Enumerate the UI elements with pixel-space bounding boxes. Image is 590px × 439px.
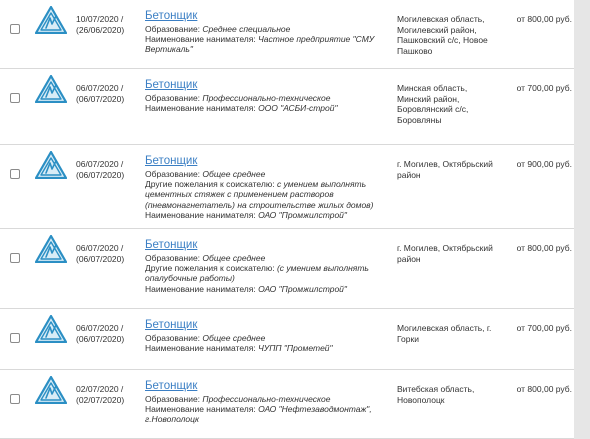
updated-date-value: (26/06/2020)	[76, 24, 125, 35]
employer-line	[145, 284, 385, 294]
education-line	[145, 253, 385, 263]
salary-value: от 800,00 руб.	[516, 14, 572, 24]
vacancy-title-link[interactable]: Бетонщик	[145, 380, 198, 392]
vacancy-region	[397, 384, 507, 405]
vacancy-description	[145, 169, 385, 220]
education-label: Образование:	[145, 24, 203, 34]
employer-value: ОАО "Промжилстрой"	[258, 283, 347, 294]
posted-date-value: 06/07/2020 /	[76, 243, 124, 253]
employer-line	[145, 44, 385, 54]
vacancy-title-link[interactable]: Бетонщик	[145, 319, 198, 331]
education-line	[145, 333, 385, 343]
wishes-label: Другие пожелания к соискателю:	[145, 179, 277, 190]
vacancy-description	[145, 253, 385, 294]
region-line: Минский район,	[397, 93, 460, 104]
wishes-label: Другие пожелания к соискателю:	[145, 263, 277, 274]
employer-value: ОАО "Нефтезаводмонтаж",	[258, 404, 372, 415]
region-line: г. Могилев, Октябрьский	[397, 159, 493, 169]
row-checkbox[interactable]	[10, 93, 20, 103]
wishes-line	[145, 273, 385, 283]
region-line: Пашковский с/с, Новое	[397, 35, 488, 45]
region-line: Минская область,	[397, 83, 468, 93]
employer-line	[145, 210, 385, 220]
employer-value: Частное предприятие "СМУ	[258, 34, 375, 45]
employer-value: Вертикаль"	[145, 44, 193, 55]
employer-label: Наименование нанимателя:	[145, 343, 259, 354]
education-label: Образование:	[145, 253, 203, 263]
wishes-value: опалубочные работы)	[145, 273, 235, 284]
education-value: Общее среднее	[202, 253, 266, 263]
row-checkbox[interactable]	[10, 253, 20, 263]
row-checkbox[interactable]	[10, 24, 20, 34]
region-line: Витебская область,	[397, 384, 475, 394]
vacancy-description	[145, 394, 385, 425]
education-line	[145, 169, 385, 179]
employer-line	[145, 414, 385, 424]
employer-value: ОАО "Промжилстрой"	[258, 209, 347, 220]
employer-logo-icon	[35, 151, 67, 179]
row-checkbox[interactable]	[10, 169, 20, 179]
updated-date-value: (02/07/2020)	[76, 394, 125, 405]
education-value: Общее среднее	[202, 333, 266, 343]
salary-value: от 700,00 руб.	[516, 323, 572, 333]
region-line: Боровляны	[397, 114, 442, 125]
region-line: район	[397, 169, 421, 180]
wishes-line	[145, 200, 385, 210]
updated-date-value: (06/07/2020)	[76, 333, 125, 344]
vacancy-description	[145, 93, 385, 113]
employer-value: ООО "АСБИ-строй"	[258, 103, 338, 114]
region-line: Пашково	[397, 45, 433, 56]
posted-date	[76, 83, 134, 104]
employer-logo-icon	[35, 75, 67, 103]
education-label: Образование:	[145, 93, 203, 103]
vacancy-row	[0, 145, 574, 229]
wishes-value: цементных стяжек с применением растворов	[145, 189, 334, 200]
education-line	[145, 394, 385, 404]
salary-value: от 800,00 руб.	[516, 243, 572, 253]
salary-value: от 800,00 руб.	[516, 384, 572, 394]
employer-line	[145, 404, 385, 414]
salary-value: от 700,00 руб.	[516, 83, 572, 93]
region-line: район	[397, 253, 421, 264]
wishes-line	[145, 189, 385, 199]
employer-line	[145, 34, 385, 44]
region-line: Могилевский район,	[397, 24, 477, 35]
wishes-line	[145, 179, 385, 189]
posted-date	[76, 384, 134, 405]
employer-logo-icon	[35, 315, 67, 343]
updated-date-value: (06/07/2020)	[76, 253, 125, 264]
posted-date-value: 10/07/2020 /	[76, 14, 124, 24]
education-value: Среднее специальное	[202, 24, 291, 34]
vacancy-title-link[interactable]: Бетонщик	[145, 79, 198, 91]
row-checkbox[interactable]	[10, 333, 20, 343]
posted-date	[76, 243, 134, 264]
posted-date-value: 02/07/2020 /	[76, 384, 124, 394]
vacancy-title-link[interactable]: Бетонщик	[145, 155, 198, 167]
employer-line	[145, 103, 385, 113]
row-checkbox[interactable]	[10, 394, 20, 404]
vacancy-row	[0, 370, 574, 439]
employer-value: ЧУПП "Прометей"	[258, 343, 333, 354]
vacancy-title-link[interactable]: Бетонщик	[145, 239, 198, 251]
vacancy-region	[397, 323, 507, 344]
posted-date	[76, 323, 134, 344]
region-line: Горки	[397, 333, 419, 344]
updated-date-value: (06/07/2020)	[76, 93, 125, 104]
vacancy-description	[145, 24, 385, 55]
employer-value: г.Новополоцк	[145, 414, 200, 425]
vacancy-row	[0, 309, 574, 370]
posted-date	[76, 159, 134, 180]
employer-logo-icon	[35, 235, 67, 263]
employer-label: Наименование нанимателя:	[145, 283, 259, 294]
employer-label: Наименование нанимателя:	[145, 209, 259, 220]
education-label: Образование:	[145, 169, 203, 179]
employer-label: Наименование нанимателя:	[145, 404, 259, 415]
vacancy-region	[397, 14, 507, 56]
posted-date-value: 06/07/2020 /	[76, 83, 124, 93]
posted-date	[76, 14, 134, 35]
wishes-line	[145, 263, 385, 273]
vacancy-row	[0, 0, 574, 69]
employer-logo-icon	[35, 376, 67, 404]
employer-logo-icon	[35, 6, 67, 34]
wishes-value: с умением выполнять	[276, 179, 367, 190]
wishes-value: (с умением выполнять	[276, 263, 369, 274]
employer-label: Наименование нанимателя:	[145, 103, 259, 114]
vacancy-row	[0, 229, 574, 309]
posted-date-value: 06/07/2020 /	[76, 159, 124, 169]
vacancy-description	[145, 333, 385, 353]
vacancy-region	[397, 159, 507, 180]
region-line: Могилевская область, г.	[397, 323, 492, 333]
right-sidebar-strip	[574, 0, 590, 439]
education-value: Общее среднее	[202, 169, 266, 179]
education-line	[145, 24, 385, 34]
salary-value: от 900,00 руб.	[516, 159, 572, 169]
education-value: Профессионально-техническое	[202, 93, 331, 103]
education-label: Образование:	[145, 394, 203, 404]
education-line	[145, 93, 385, 103]
vacancy-region	[397, 83, 507, 125]
region-line: Новополоцк	[397, 394, 445, 405]
vacancy-row	[0, 69, 574, 145]
posted-date-value: 06/07/2020 /	[76, 323, 124, 333]
region-line: Могилевская область,	[397, 14, 485, 24]
employer-line	[145, 343, 385, 353]
updated-date-value: (06/07/2020)	[76, 169, 125, 180]
region-line: г. Могилев, Октябрьский	[397, 243, 493, 253]
region-line: Боровлянский с/с,	[397, 104, 469, 114]
education-label: Образование:	[145, 333, 203, 343]
vacancy-region	[397, 243, 507, 264]
vacancy-title-link[interactable]: Бетонщик	[145, 10, 198, 22]
wishes-value: (пневмонагнетатель) на строительстве жилых домов)	[145, 199, 374, 210]
education-value: Профессионально-техническое	[202, 394, 331, 404]
employer-label: Наименование нанимателя:	[145, 34, 259, 45]
